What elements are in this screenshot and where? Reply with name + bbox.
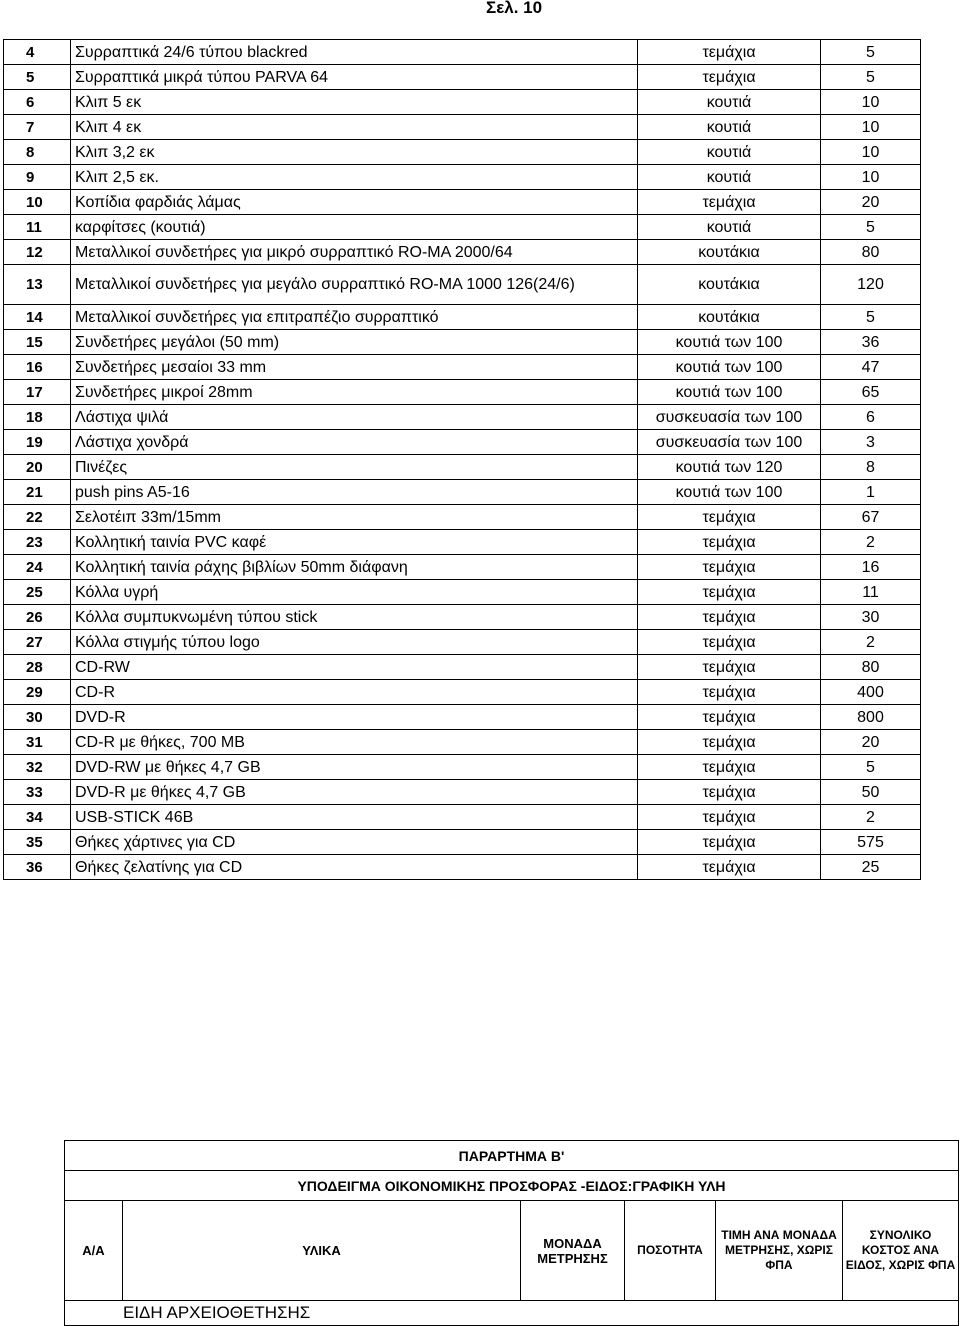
row-number: 8	[4, 140, 71, 165]
header-aa: Α/Α	[65, 1201, 123, 1301]
row-quantity: 36	[821, 330, 921, 355]
row-unit: κουτιά των 100	[638, 330, 821, 355]
row-number: 12	[4, 240, 71, 265]
row-quantity: 10	[821, 90, 921, 115]
row-unit: τεμάχια	[638, 655, 821, 680]
row-number: 18	[4, 405, 71, 430]
table-row	[4, 655, 921, 680]
row-description: push pins A5-16	[71, 480, 638, 505]
row-quantity: 2	[821, 805, 921, 830]
row-description: Λάστιχα ψιλά	[71, 405, 638, 430]
row-unit: συσκευασία των 100	[638, 405, 821, 430]
row-number: 30	[4, 705, 71, 730]
row-description: Μεταλλικοί συνδετήρες για μικρό συρραπτικό RO-MA 2000/64	[71, 240, 638, 265]
row-number: 32	[4, 755, 71, 780]
row-number: 27	[4, 630, 71, 655]
row-unit: τεμάχια	[638, 855, 821, 880]
table-row	[4, 115, 921, 140]
row-description: Συνδετήρες μεγάλοι (50 mm)	[71, 330, 638, 355]
table-row	[4, 830, 921, 855]
items-table	[3, 39, 921, 880]
row-description: Μεταλλικοί συνδετήρες για μεγάλο συρραπτικό RO-MA 1000 126(24/6)	[71, 265, 638, 305]
table-row	[4, 480, 921, 505]
row-number: 23	[4, 530, 71, 555]
table-row	[4, 265, 921, 305]
row-quantity: 65	[821, 380, 921, 405]
row-number: 34	[4, 805, 71, 830]
row-quantity: 5	[821, 755, 921, 780]
header-price: ΤΙΜΗ ΑΝΑ ΜΟΝΑΔΑ ΜΕΤΡΗΣΗΣ, ΧΩΡΙΣ ΦΠΑ	[716, 1201, 843, 1301]
row-description: Κλιπ 2,5 εκ.	[71, 165, 638, 190]
row-description: CD-R με θήκες, 700 MB	[71, 730, 638, 755]
row-quantity: 2	[821, 530, 921, 555]
row-quantity: 120	[821, 265, 921, 305]
row-description: DVD-R	[71, 705, 638, 730]
table-row	[4, 530, 921, 555]
row-unit: τεμάχια	[638, 65, 821, 90]
row-quantity: 25	[821, 855, 921, 880]
table-row	[4, 680, 921, 705]
table-row	[4, 380, 921, 405]
table-row	[4, 40, 921, 65]
row-number: 28	[4, 655, 71, 680]
row-description: Συρραπτικά μικρά τύπου PARVA 64	[71, 65, 638, 90]
row-quantity: 10	[821, 140, 921, 165]
row-unit: κουτάκια	[638, 240, 821, 265]
row-quantity: 10	[821, 115, 921, 140]
row-quantity: 5	[821, 215, 921, 240]
table-row	[4, 140, 921, 165]
row-quantity: 20	[821, 190, 921, 215]
row-description: Συρραπτικά 24/6 τύπου blackred	[71, 40, 638, 65]
row-description: Συνδετήρες μικροί 28mm	[71, 380, 638, 405]
row-description: καρφίτσες (κουτιά)	[71, 215, 638, 240]
row-quantity: 400	[821, 680, 921, 705]
page-number: Σελ. 10	[486, 0, 543, 17]
row-description: Σελοτέιπ 33m/15mm	[71, 505, 638, 530]
row-description: Θήκες ζελατίνης για CD	[71, 855, 638, 880]
table-row	[4, 330, 921, 355]
row-unit: τεμάχια	[638, 780, 821, 805]
row-quantity: 47	[821, 355, 921, 380]
table-row	[4, 505, 921, 530]
row-quantity: 50	[821, 780, 921, 805]
row-unit: τεμάχια	[638, 580, 821, 605]
row-unit: τεμάχια	[638, 555, 821, 580]
row-quantity: 16	[821, 555, 921, 580]
table-row	[4, 305, 921, 330]
row-number: 29	[4, 680, 71, 705]
table-row	[4, 730, 921, 755]
row-number: 25	[4, 580, 71, 605]
row-unit: τεμάχια	[638, 40, 821, 65]
row-unit: τεμάχια	[638, 705, 821, 730]
row-number: 35	[4, 830, 71, 855]
table-row	[4, 90, 921, 115]
row-description: Κλιπ 4 εκ	[71, 115, 638, 140]
table-row	[4, 165, 921, 190]
row-number: 13	[4, 265, 71, 305]
table-row	[4, 65, 921, 90]
row-description: Λάστιχα χονδρά	[71, 430, 638, 455]
row-quantity: 3	[821, 430, 921, 455]
row-number: 16	[4, 355, 71, 380]
row-quantity: 30	[821, 605, 921, 630]
row-number: 19	[4, 430, 71, 455]
table-row	[4, 805, 921, 830]
row-description: Κολλητική ταινία ράχης βιβλίων 50mm διάφανη	[71, 555, 638, 580]
row-description: Κόλλα συμπυκνωμένη τύπου stick	[71, 605, 638, 630]
items-table-body	[4, 40, 921, 880]
row-unit: τεμάχια	[638, 190, 821, 215]
row-number: 24	[4, 555, 71, 580]
row-quantity: 11	[821, 580, 921, 605]
row-number: 9	[4, 165, 71, 190]
annex-subtitle: ΥΠΟΔΕΙΓΜΑ ΟΙΚΟΝΟΜΙΚΗΣ ΠΡΟΣΦΟΡΑΣ -ΕΙΔΟΣ:ΓΡΑΦΙΚΗ ΥΛΗ	[65, 1171, 959, 1201]
row-unit: κουτιά	[638, 215, 821, 240]
row-quantity: 80	[821, 655, 921, 680]
table-row	[4, 780, 921, 805]
row-unit: τεμάχια	[638, 530, 821, 555]
table-row	[4, 605, 921, 630]
row-quantity: 8	[821, 455, 921, 480]
table-row	[4, 580, 921, 605]
table-row	[4, 215, 921, 240]
row-unit: κουτιά των 100	[638, 355, 821, 380]
row-quantity: 5	[821, 65, 921, 90]
row-unit: κουτιά	[638, 115, 821, 140]
row-description: Κόλλα στιγμής τύπου logo	[71, 630, 638, 655]
row-quantity: 67	[821, 505, 921, 530]
row-description: Μεταλλικοί συνδετήρες για επιτραπέζιο συρραπτικό	[71, 305, 638, 330]
row-unit: κουτιά των 100	[638, 480, 821, 505]
row-number: 26	[4, 605, 71, 630]
row-unit: κουτάκια	[638, 265, 821, 305]
row-number: 7	[4, 115, 71, 140]
row-quantity: 5	[821, 305, 921, 330]
header-unit: ΜΟΝΑΔΑ ΜΕΤΡΗΣΗΣ	[521, 1201, 625, 1301]
row-number: 10	[4, 190, 71, 215]
row-quantity: 575	[821, 830, 921, 855]
row-quantity: 2	[821, 630, 921, 655]
row-unit: τεμάχια	[638, 680, 821, 705]
row-description: DVD-R με θήκες 4,7 GB	[71, 780, 638, 805]
annex-table	[64, 1140, 959, 1326]
row-description: Κλιπ 5 εκ	[71, 90, 638, 115]
table-row	[4, 190, 921, 215]
row-description: Θήκες χάρτινες για CD	[71, 830, 638, 855]
table-row	[4, 630, 921, 655]
row-unit: κουτιά των 120	[638, 455, 821, 480]
row-description: Κοπίδια φαρδιάς λάμας	[71, 190, 638, 215]
row-unit: κουτιά των 100	[638, 380, 821, 405]
row-number: 17	[4, 380, 71, 405]
table-row	[4, 755, 921, 780]
row-number: 6	[4, 90, 71, 115]
row-description: Κολλητική ταινία PVC καφέ	[71, 530, 638, 555]
row-unit: τεμάχια	[638, 730, 821, 755]
row-description: Συνδετήρες μεσαίοι 33 mm	[71, 355, 638, 380]
table-row	[4, 705, 921, 730]
row-number: 20	[4, 455, 71, 480]
row-quantity: 5	[821, 40, 921, 65]
row-description: Κλιπ 3,2 εκ	[71, 140, 638, 165]
row-unit: τεμάχια	[638, 505, 821, 530]
row-number: 31	[4, 730, 71, 755]
row-unit: τεμάχια	[638, 605, 821, 630]
row-unit: τεμάχια	[638, 630, 821, 655]
header-items: ΥΛΙΚΑ	[123, 1201, 521, 1301]
row-quantity: 1	[821, 480, 921, 505]
table-row	[4, 555, 921, 580]
table-row	[4, 455, 921, 480]
row-description: Κόλλα υγρή	[71, 580, 638, 605]
row-unit: συσκευασία των 100	[638, 430, 821, 455]
header-qty: ΠΟΣΟΤΗΤΑ	[625, 1201, 716, 1301]
header-total: ΣΥΝΟΛΙΚΟ ΚΟΣΤΟΣ ΑΝΑ ΕΙΔΟΣ, ΧΩΡΙΣ ΦΠΑ	[843, 1201, 959, 1301]
row-quantity: 80	[821, 240, 921, 265]
row-quantity: 20	[821, 730, 921, 755]
annex-title: ΠΑΡΑΡΤΗΜΑ Β'	[65, 1141, 959, 1171]
table-row	[4, 855, 921, 880]
row-unit: τεμάχια	[638, 755, 821, 780]
row-description: DVD-RW με θήκες 4,7 GB	[71, 755, 638, 780]
table-row	[4, 240, 921, 265]
row-description: CD-R	[71, 680, 638, 705]
row-description: USB-STICK 46B	[71, 805, 638, 830]
row-quantity: 10	[821, 165, 921, 190]
table-row	[4, 355, 921, 380]
row-number: 33	[4, 780, 71, 805]
row-number: 36	[4, 855, 71, 880]
row-unit: κουτάκια	[638, 305, 821, 330]
row-number: 15	[4, 330, 71, 355]
table-row	[4, 430, 921, 455]
row-description: CD-RW	[71, 655, 638, 680]
row-number: 11	[4, 215, 71, 240]
row-number: 21	[4, 480, 71, 505]
row-quantity: 800	[821, 705, 921, 730]
row-unit: κουτιά	[638, 165, 821, 190]
table-row	[4, 405, 921, 430]
row-number: 22	[4, 505, 71, 530]
row-unit: τεμάχια	[638, 830, 821, 855]
row-description: Πινέζες	[71, 455, 638, 480]
row-quantity: 6	[821, 405, 921, 430]
row-unit: κουτιά	[638, 90, 821, 115]
annex-category: ΕΙΔΗ ΑΡΧΕΙΟΘΕΤΗΣΗΣ	[65, 1301, 959, 1326]
row-number: 4	[4, 40, 71, 65]
row-number: 14	[4, 305, 71, 330]
row-unit: κουτιά	[638, 140, 821, 165]
row-unit: τεμάχια	[638, 805, 821, 830]
row-number: 5	[4, 65, 71, 90]
